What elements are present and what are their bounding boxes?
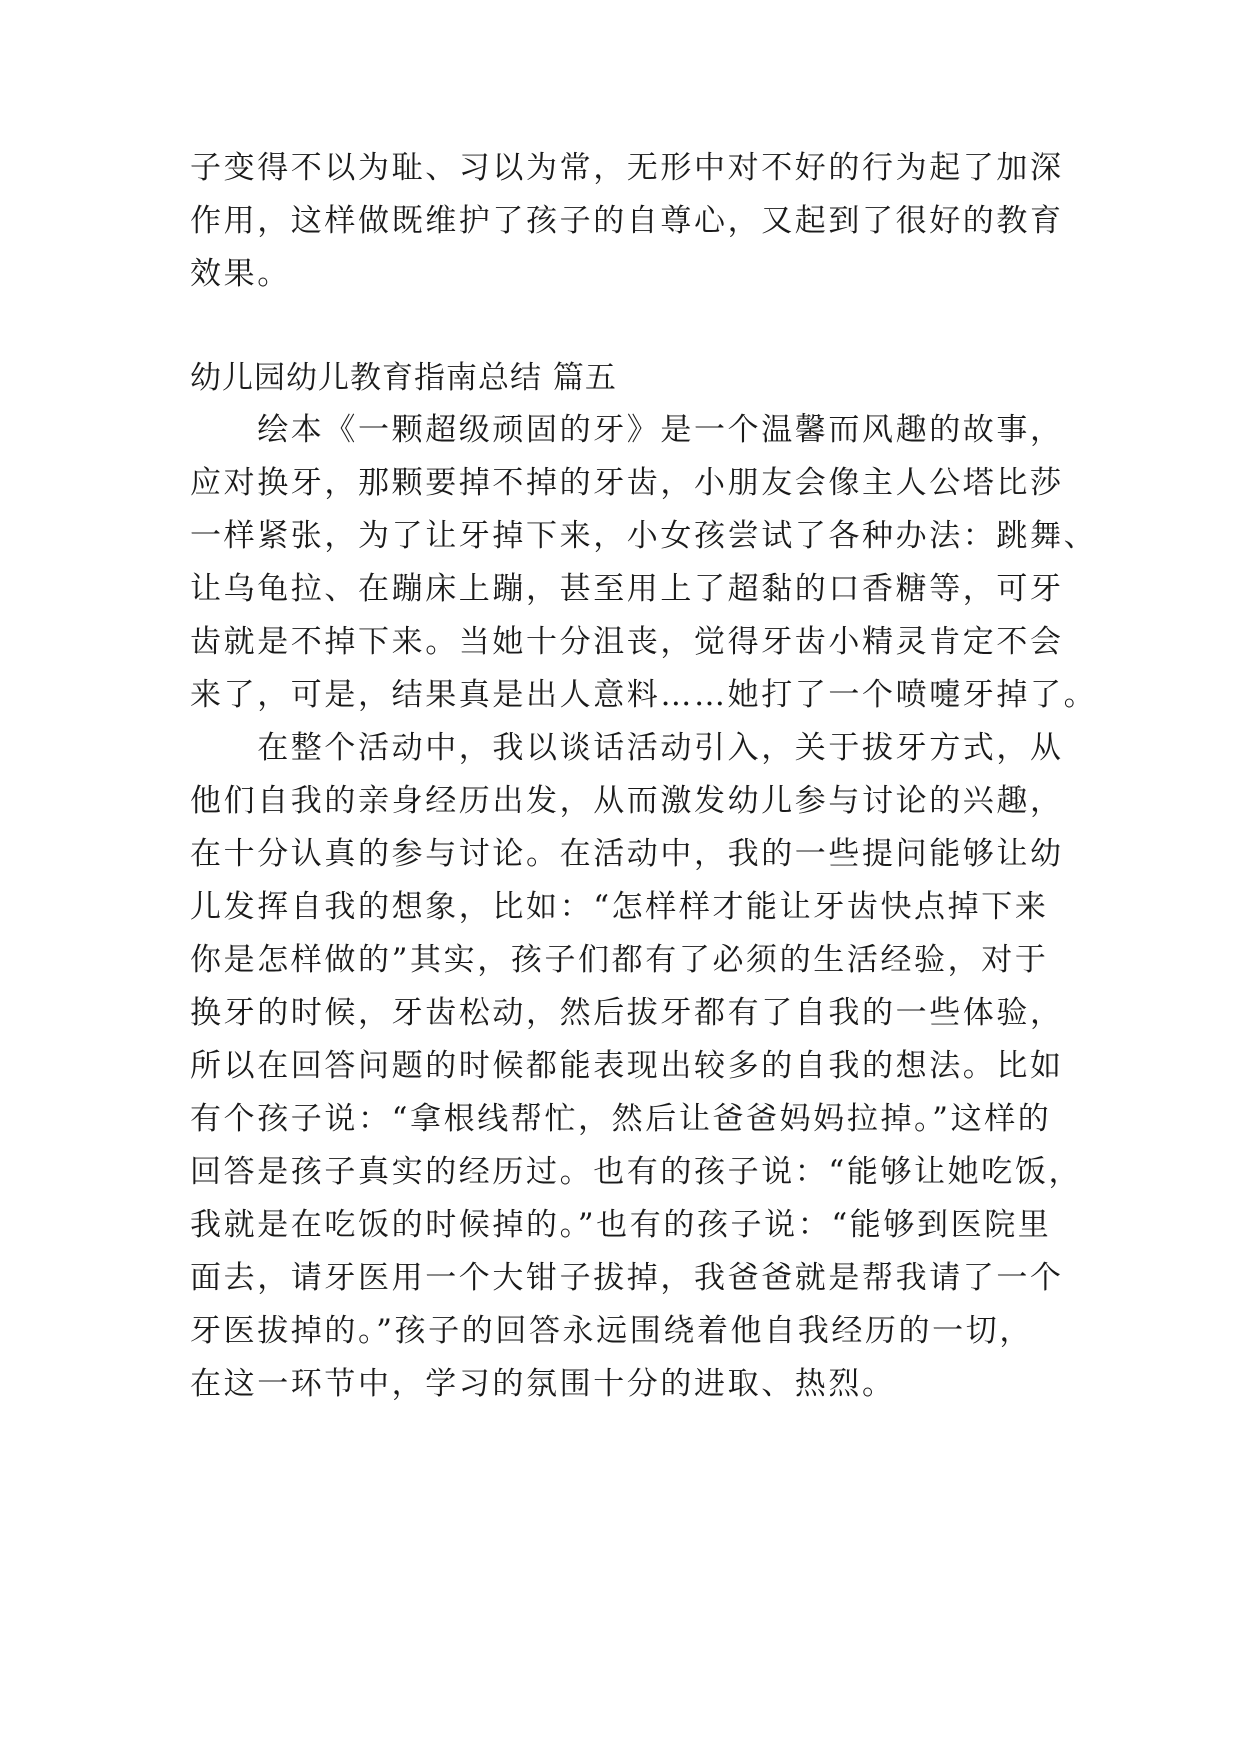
text-line: 你是怎样做的”其实，孩子们都有了必须的生活经验，对于 (190, 942, 1049, 978)
text-line: 在这一环节中，学习的氛围十分的进取、热烈。 (190, 1366, 896, 1402)
text-line: 所以在回答问题的时候都能表现出较多的自我的想法。比如 (190, 1048, 1064, 1084)
text-line: 让乌龟拉、在蹦床上蹦，甚至用上了超黏的口香糖等，可牙 (190, 571, 1064, 607)
text-line: 有个孩子说：“拿根线帮忙，然后让爸爸妈妈拉掉。”这样的 (190, 1101, 1052, 1137)
text-line: 绘本《一颗超级顽固的牙》是一个温馨而风趣的故事， (190, 412, 1064, 448)
text-line: 换牙的时候，牙齿松动，然后拔牙都有了自我的一些体验， (190, 995, 1064, 1031)
text-line: 子变得不以为耻、习以为常，无形中对不好的行为起了加深 (190, 150, 1064, 186)
text-line: 在整个活动中，我以谈话活动引入，关于拔牙方式，从 (190, 730, 1064, 766)
section-heading: 幼儿园幼儿教育指南总结 篇五 (190, 360, 617, 396)
text-line: 牙医拔掉的。”孩子的回答永远围绕着他自我经历的一切， (190, 1313, 1033, 1349)
text-line: 儿发挥自我的想象，比如：“怎样样才能让牙齿快点掉下来 (190, 889, 1049, 925)
text-line: 效果。 (190, 256, 291, 292)
text-line: 我就是在吃饭的时候掉的。”也有的孩子说：“能够到医院里 (190, 1207, 1052, 1243)
text-line: 他们自我的亲身经历出发，从而激发幼儿参与讨论的兴趣， (190, 783, 1064, 819)
text-line: 齿就是不掉下来。当她十分沮丧，觉得牙齿小精灵肯定不会 (190, 624, 1064, 660)
text-line: 作用，这样做既维护了孩子的自尊心，又起到了很好的教育 (190, 203, 1064, 239)
text-line: 来了，可是，结果真是出人意料……她打了一个喷嚏牙掉了。 (190, 677, 1098, 713)
text-line: 在十分认真的参与讨论。在活动中，我的一些提问能够让幼 (190, 836, 1064, 872)
text-line: 一样紧张，为了让牙掉下来，小女孩尝试了各种办法：跳舞、 (190, 518, 1098, 554)
text-line: 应对换牙，那颗要掉不掉的牙齿，小朋友会像主人公塔比莎 (190, 465, 1064, 501)
text-line: 回答是孩子真实的经历过。也有的孩子说：“能够让她吃饭， (190, 1154, 1083, 1190)
text-line: 面去，请牙医用一个大钳子拔掉，我爸爸就是帮我请了一个 (190, 1260, 1064, 1296)
